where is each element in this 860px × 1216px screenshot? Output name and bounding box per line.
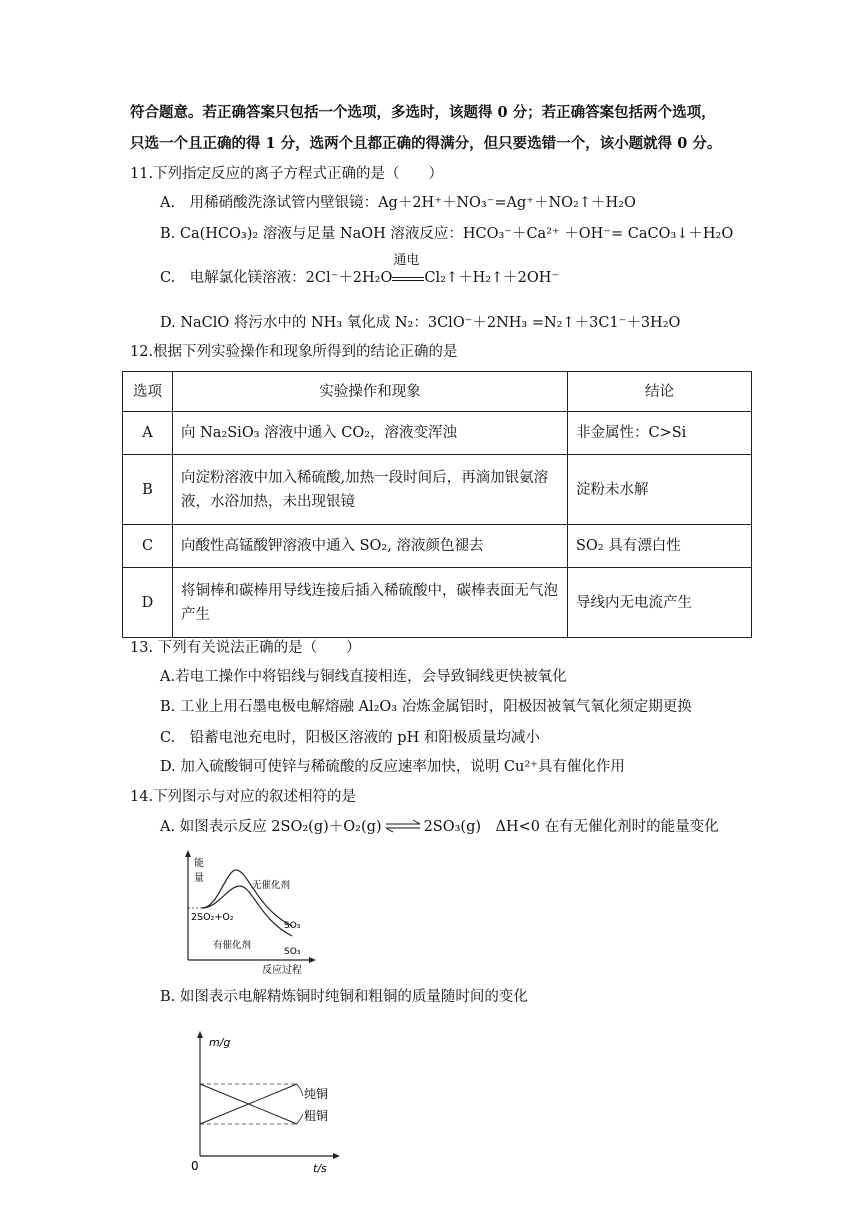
table-cell-operation: 向淀粉溶液中加入稀硫酸,加热一段时间后，再滴加银氨溶液，水浴加热，未出现银镜 — [173, 455, 568, 525]
product-label-1: SO₃ — [284, 921, 301, 931]
x-label: t/s — [313, 1162, 327, 1175]
electrolysis-arrow — [392, 253, 424, 288]
q11-option-d: D. NaClO 将污水中的 NH₃ 氧化成 N₂：3ClO⁻＋2NH₃ =N₂↑＋3C1⁻＋3H₂O — [160, 315, 681, 331]
table-header-conclusion: 结论 — [568, 372, 752, 412]
table-cell-option: B — [123, 455, 173, 525]
table-row — [123, 525, 752, 568]
q14-option-a-left: A. 如图表示反应 2SO₂(g)＋O₂(g) — [160, 819, 382, 835]
table-cell-operation: 向酸性高锰酸钾溶液中通入 SO₂, 溶液颜色褪去 — [173, 525, 568, 568]
catalyst-label: 有催化剂 — [213, 940, 252, 951]
y-label: m/g — [209, 1036, 231, 1049]
q14-option-a-right: 2SO₃(g) ΔH<0 在有无催化剂时的能量变化 — [423, 819, 719, 835]
q11-option-c — [160, 253, 560, 288]
q13-option-c: C. 铅蓄电池充电时，阳极区溶液的 pH 和阳极质量均减小 — [160, 730, 540, 746]
instructions-line-1: 符合题意。若正确答案只包括一个选项，多选时，该题得 0 分；若正确答案包括两个选项， — [130, 104, 716, 121]
q13-option-b: B. 工业上用石墨电极电解熔融 Al₂O₃ 冶炼金属铝时，阳极因被氧气氧化须定期更换 — [160, 699, 692, 715]
q14-option-b: B. 如图表示电解精炼铜时纯铜和粗铜的质量随时间的变化 — [160, 989, 528, 1005]
q14-stem: 14.下列图示与对应的叙述相符的是 — [130, 789, 357, 805]
mass-time-figure — [185, 1028, 345, 1178]
instructions-line-2: 只选一个且正确的得 1 分，选两个且都正确的得满分，但只要选错一个，该小题就得 0 分。 — [130, 135, 722, 152]
x-axis-arrow-icon — [333, 1153, 340, 1159]
table-cell-conclusion: 淀粉未水解 — [568, 455, 752, 525]
table-cell-conclusion: 非金属性：C>Si — [568, 412, 752, 455]
crude-copper-leader — [297, 1114, 303, 1124]
table-row — [123, 568, 752, 638]
table-row — [123, 412, 752, 455]
no-catalyst-label: 无催化剂 — [252, 880, 291, 891]
q13-option-d: D. 加入硫酸铜可使锌与稀硫酸的反应速率加快，说明 Cu²⁺具有催化作用 — [160, 759, 625, 775]
q11-stem: 11.下列指定反应的离子方程式正确的是（ ） — [130, 166, 444, 182]
q11-option-b: B. Ca(HCO₃)₂ 溶液与足量 NaOH 溶液反应：HCO₃⁻＋Ca²⁺ ＋OH⁻= CaCO₃↓＋H₂O — [160, 226, 734, 242]
table-header-operation: 实验操作和现象 — [173, 372, 568, 412]
pure-copper-leader — [297, 1084, 303, 1096]
equilibrium-arrow-icon — [384, 819, 422, 833]
table-cell-conclusion: 导线内无电流产生 — [568, 568, 752, 638]
table-header-option: 选项 — [123, 372, 173, 412]
table-cell-option: C — [123, 525, 173, 568]
table-cell-option: D — [123, 568, 173, 638]
pure-copper-label: 纯铜 — [304, 1087, 329, 1101]
q13-option-a: A.若电工操作中将铝线与铜线直接相连，会导致铜线更快被氧化 — [160, 669, 567, 685]
x-label: 反应过程 — [262, 965, 302, 976]
table-cell-option: A — [123, 412, 173, 455]
q13-stem: 13. 下列有关说法正确的是（ ） — [130, 640, 361, 656]
crude-copper-label: 粗铜 — [304, 1109, 329, 1123]
reactant-label: 2SO₂+O₂ — [191, 912, 234, 923]
x-axis-arrow-icon — [309, 957, 316, 963]
y-axis-arrow-icon — [197, 1031, 203, 1038]
q14-option-a — [160, 817, 719, 837]
y-axis-arrow-icon — [185, 850, 191, 857]
table-cell-operation: 向 Na₂SiO₃ 溶液中通入 CO₂，溶液变浑浊 — [173, 412, 568, 455]
table-row — [123, 455, 752, 525]
energy-profile-figure — [180, 848, 320, 976]
y-label-1: 能 — [194, 858, 204, 869]
q11-option-c-right: Cl₂↑＋H₂↑＋2OH⁻ — [424, 270, 560, 286]
q12-table — [122, 371, 752, 638]
q11-option-a: A. 用稀硝酸洗涤试管内壁银镜：Ag＋2H⁺＋NO₃⁻=Ag⁺＋NO₂↑＋H₂O — [160, 195, 636, 211]
table-cell-operation: 将铜棒和碳棒用导线连接后插入稀硫酸中，碳棒表面无气泡产生 — [173, 568, 568, 638]
q11-option-c-left: C. 电解氯化镁溶液：2Cl⁻＋2H₂O — [160, 270, 393, 286]
product-label-2: SO₃ — [284, 947, 301, 957]
catalyzed-curve — [202, 886, 292, 936]
q12-stem: 12.根据下列实验操作和现象所得到的结论正确的是 — [130, 344, 458, 360]
table-cell-conclusion: SO₂ 具有漂白性 — [568, 525, 752, 568]
y-label-2: 量 — [194, 873, 204, 884]
origin-label: 0 — [191, 1159, 199, 1173]
electrolysis-condition: 通电 — [393, 253, 420, 268]
